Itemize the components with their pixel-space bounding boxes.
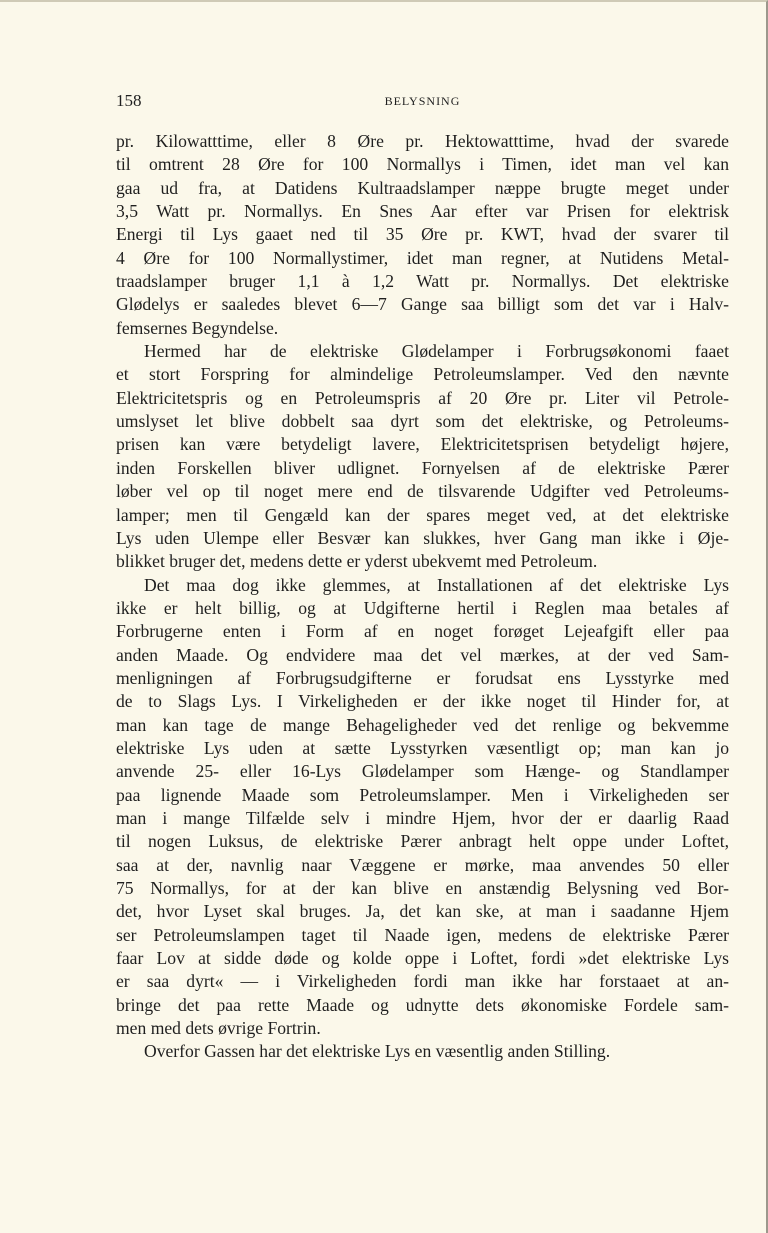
text-line: blikket bruger det, medens dette er yderst ubekvemt med Petroleum. [116,551,598,572]
text-line: Glødelys er saaledes blevet 6—7 Gange saa billigt som det var i Halv- [116,294,729,315]
text-line: paa lignende Maade som Petroleumslamper. Men i Virkeligheden ser [116,784,729,805]
text-line: anden Maade. Og endvidere maa det vel mærkes, at der ved Sam- [116,644,729,665]
text-line: inden Forskellen bliver udlignet. Fornyelsen af de elektriske Pærer [116,457,729,478]
paragraph [116,340,729,573]
paragraph [116,1040,729,1063]
text-line: umslyset let blive dobbelt saa dyrt som det elektriske, og Petroleums- [116,411,729,432]
text-line: Overfor Gassen har det elektriske Lys en væsentlig anden Stilling. [144,1041,611,1062]
text-line: anvende 25- eller 16-Lys Glødelamper som Hænge- og Standlamper [116,761,729,782]
text-line: 4 Øre for 100 Normallystimer, idet man regner, at Nutidens Metal- [116,247,729,268]
text-line: ikke er helt billig, og at Udgifterne hertil i Reglen maa betales af [116,597,729,618]
text-line: lamper; men til Gengæld kan der spares meget ved, at det elektriske [116,504,729,525]
text-line: Energi til Lys gaaet ned til 35 Øre pr. KWT, hvad der svarer til [116,224,729,245]
text-line: Forbrugerne enten i Form af en noget forøget Lejeafgift eller paa [116,621,729,642]
text-line: gaa ud fra, at Datidens Kultraadslamper næppe brugte meget under [116,177,729,198]
text-line: bringe det paa rette Maade og udnytte dets økonomiske Fordele sam- [116,994,729,1015]
paragraph [116,574,729,1041]
text-line: faar Lov at sidde døde og kolde oppe i Loftet, fordi »det elektriske Lys [116,948,729,969]
page-number: 158 [116,91,142,110]
text-line: de to Slags Lys. I Virkeligheden er der ikke noget til Hinder for, at [116,691,729,712]
text-line: 75 Normallys, for at der kan blive en anstændig Belysning ved Bor- [116,878,729,898]
text-line: pr. Kilowatttime, eller 8 Øre pr. Hektowatttime, hvad der svarede [116,131,729,151]
text-line: et stort Forspring for almindelige Petroleumslamper. Ved den nævnte [116,364,729,385]
text-line: til nogen Luksus, de elektriske Pærer anbragt helt oppe under Loftet, [116,831,729,852]
text-line: 3,5 Watt pr. Normallys. En Snes Aar efter var Prisen for elektrisk [116,201,729,222]
text-line: Lys uden Ulempe eller Besvær kan slukkes, hver Gang man ikke i Øje- [116,527,729,548]
text-line: man i mange Tilfælde selv i mindre Hjem, hvor der er daarlig Raad [116,807,729,828]
text-line: femsernes Begyndelse. [116,317,279,338]
page-header [116,91,729,115]
text-line: traadslamper bruger 1,1 à 1,2 Watt pr. Normallys. Det elektriske [116,271,729,292]
text-line: Det maa dog ikke glemmes, at Installationen af det elektriske Lys [144,574,729,595]
text-line: men med dets øvrige Fortrin. [116,1018,321,1039]
text-line: er saa dyrt« — i Virkeligheden fordi man ikke har forstaaet at an- [116,971,729,992]
body-text [116,130,729,1064]
text-line: løber vel op til noget mere end de tilsvarende Udgifter ved Petroleums- [116,481,729,502]
text-line: elektriske Lys uden at sætte Lysstyrken væsentligt op; man kan jo [116,737,729,758]
paragraph [116,130,729,340]
text-line: Elektricitetspris og en Petroleumspris af 20 Øre pr. Liter vil Petrole- [116,387,729,408]
text-line: prisen kan være betydeligt lavere, Elektricitetsprisen betydeligt højere, [116,434,729,455]
text-line: til omtrent 28 Øre for 100 Normallys i Timen, idet man vel kan [116,154,729,175]
text-line: menligningen af Forbrugsudgifterne er forudsat ens Lysstyrke med [116,667,729,688]
running-head: BELYSNING [384,94,461,108]
text-line: man kan tage de mange Behageligheder ved det renlige og bekvemme [116,714,729,735]
text-line: Hermed har de elektriske Glødelamper i Forbrugsøkonomi faaet [144,341,729,362]
text-line: ser Petroleumslampen taget til Naade igen, medens de elektriske Pærer [116,924,729,945]
text-line: det, hvor Lyset skal bruges. Ja, det kan ske, at man i saadanne Hjem [116,901,729,922]
text-line: saa at der, navnlig naar Væggene er mørke, maa anvendes 50 eller [116,854,729,875]
